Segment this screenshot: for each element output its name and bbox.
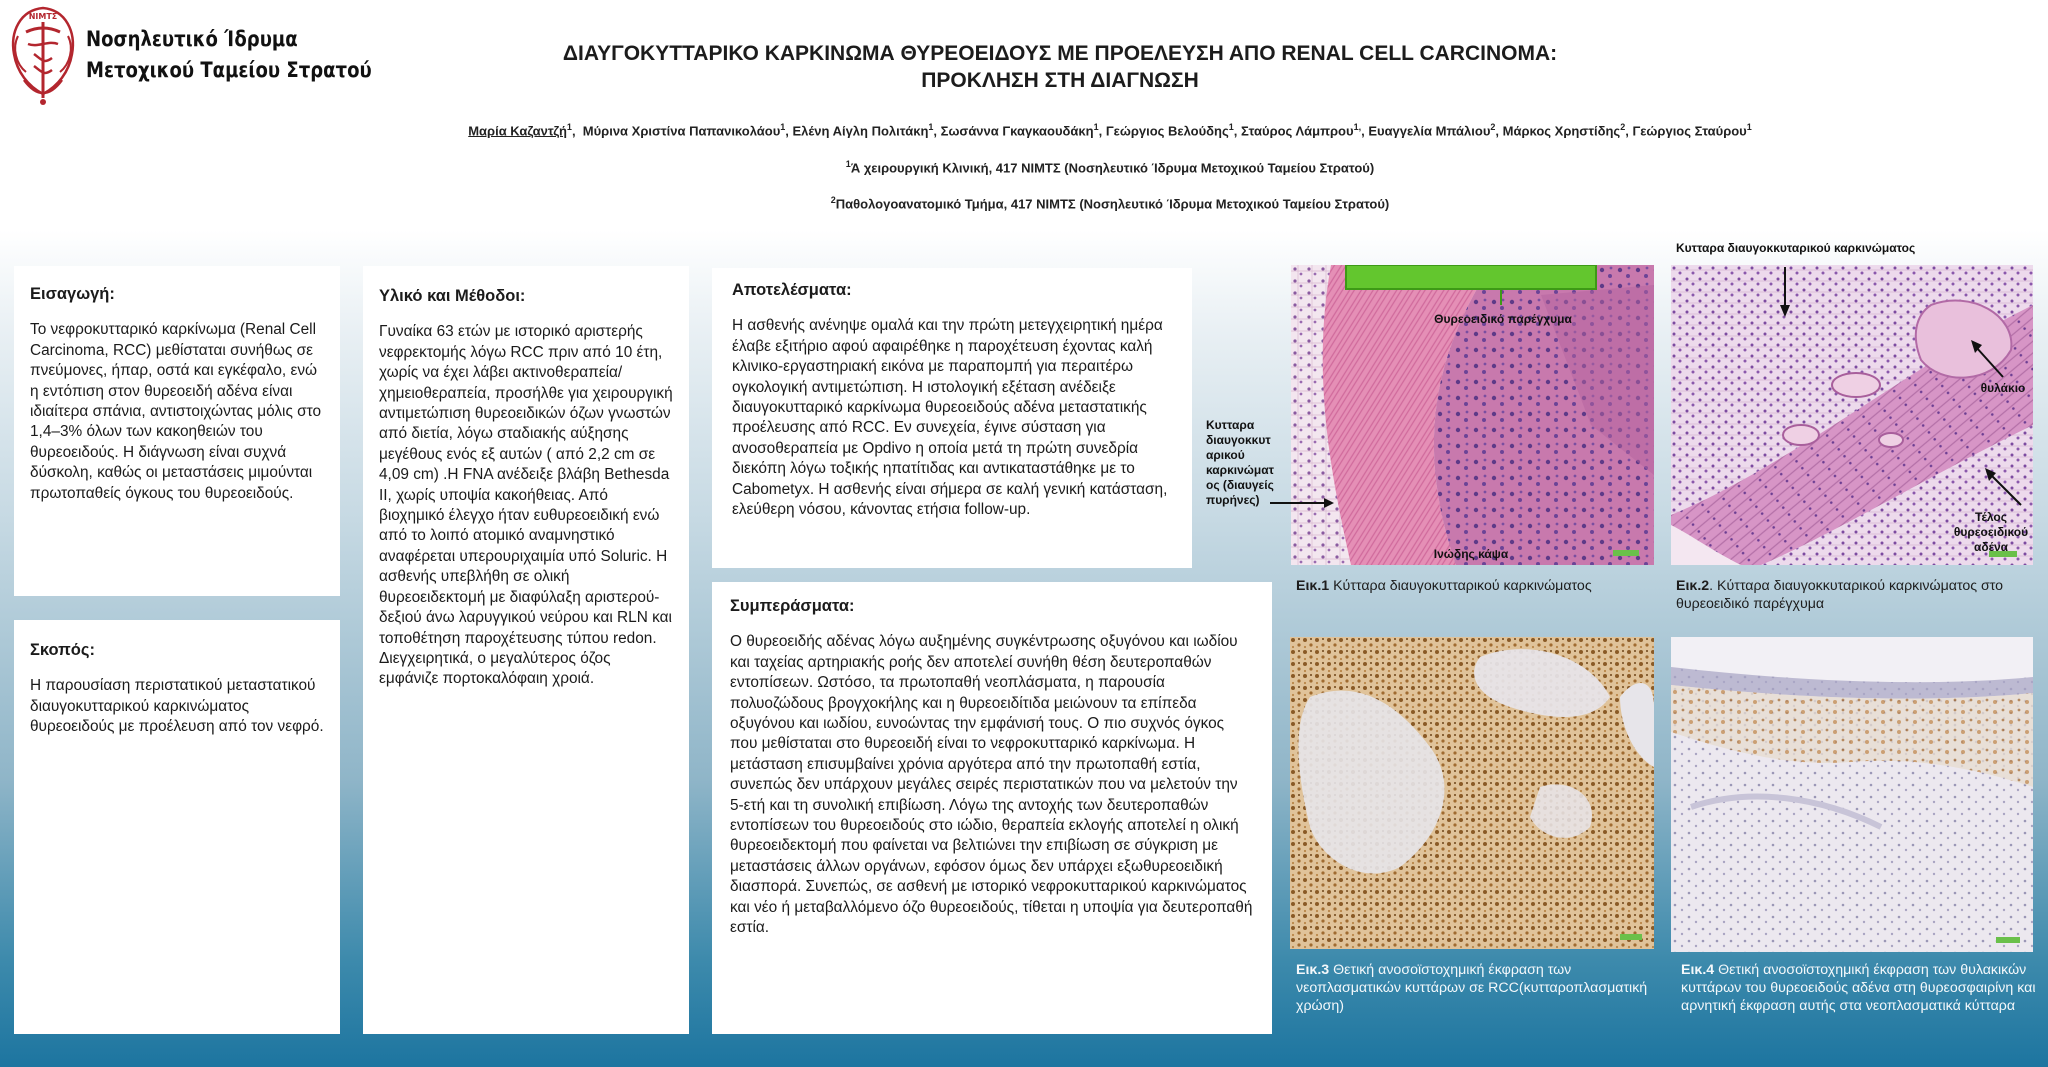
fig2-label-cells: Κυτταρα διαυγοκκυταρικού καρκινώματος [1676, 241, 1916, 255]
author-name: Σταύρος Λάμπρου [1241, 123, 1354, 139]
author-separator: , [571, 123, 583, 139]
intro-section [14, 266, 340, 596]
fig3-label: Εικ.3 [1296, 962, 1330, 978]
methods-heading: Υλικό και Μέθοδοι: [379, 287, 526, 305]
fig1-caption-text: Κύτταρα διαυγοκυτταρικού καρκινώματος [1329, 578, 1592, 594]
fig2-caption-text: . Κύτταρα διαυγοκκυταρικού καρκινώματος στο θυρεοειδικό παρέγχυμα [1676, 578, 2004, 612]
title-line1: ΔΙΑΥΓΟΚΥΤΤΑΡΙΚΟ ΚΑΡΚΙΝΩΜΑ ΘΥΡΕΟΕΙΔΟΥΣ ΜΕ ΠΡΟΕΛΕΥΣΗ ΑΠΟ RENAL CELL CARCINOMA: [562, 42, 1558, 65]
author-separator: , [1098, 123, 1106, 139]
affiliation-2-sup: 2 [830, 195, 836, 205]
title-line2: ΠΡΟΚΛΗΣΗ ΣΤΗ ΔΙΑΓΝΩΣΗ [921, 69, 1199, 92]
caduceus-emblem-icon [4, 2, 82, 110]
results-body: Η ασθενής ανένηψε ομαλά και την πρώτη μετεγχειρητική ημέρα έλαβε εξιτήριο αφού αφαιρέθηκε η παροχέτευση έχοντας καλή κλινικο-εργαστηριακή εικόνα με παραπομπή για περαιτέρω ογκολογική αντιμετώπιση. Η ιστολογική εξέταση ανέδειξε διαυγοκυτταρικό καρκίνωμα θυρεοειδούς αδένα μεταστατικής προέλευσης από RCC. Εν συνεχεία, έγινε σύσταση για ανοσοθεραπεία με Opdivo η οποία μετά τη πρώτη συνεδρία διεκόπη λόγω τοξικής ηπατίτιδας και αντικαταστάθηκε με το Cabometyx. Η ασθενής είναι σήμερα σε καλή γενική κατάσταση, ελεύθερη νόσου, κάνοντας ετήσια follow-up. [732, 317, 1168, 519]
fig2-label: Εικ.2 [1676, 578, 1710, 594]
figure-1-image [1291, 265, 1654, 565]
author-affiliation-sup: 1 [566, 122, 572, 132]
author-name: Σωσάννα Γκαγκαουδάκη [940, 123, 1094, 139]
affiliation-2-text: Παθολογοανατομικό Τμήμα, 417 ΝΙΜΤΣ (Νοσηλευτικό Ίδρυμα Μετοχικού Ταμείου Στρατού) [835, 196, 1390, 212]
author-name: Ελένη Αίγλη Πολιτάκη [792, 123, 929, 139]
affiliation-1 [380, 159, 1840, 175]
methods-body: Γυναίκα 63 ετών με ιστορικό αριστερής νεφρεκτομής λόγω RCC πριν από 10 έτη, χωρίς να έχει λάβει ακτινοθεραπεία/χημειοθεραπεία, προσήλθε για χειρουργική αντιμετώπιση θυρεοειδικών όζων γνωστών από διετία, λόγω σταδιακής αύξησης μεγέθους ενός εξ αυτών ( από 2,2 cm σε 4,09 cm) .Η FNA ανέδειξε βλάβη Bethesda II, χωρίς υποψία κακοήθειας. Από βιοχημικό έλεγχο ήταν ευθυρεοειδική ενώ από το λοιπό ατομικό αναμνηστικό αναφέρεται υπερουριχαιμία υπό Soluric. Η ασθενής υπεβλήθη σε ολική θυρεοειδεκτομή με διαφύλαξη αριστερού-δεξιού άνω λαρυγγικού νεύρου και RLN και τοποθέτηση παροχέτευσης τύπου redon. Διεγχειρητικά, ο μεγαλύτερος όζος εμφάνιζε πορτοκαλόφαιη χροιά. [379, 323, 673, 688]
author-separator: , [785, 123, 793, 139]
figure-4-image [1671, 637, 2033, 952]
author-affiliation-sup: 1 [780, 122, 786, 132]
author-separator: , [1625, 123, 1633, 139]
author-name: Μύρινα Χριστίνα Παπανικολάου [582, 123, 781, 139]
fig1-arrow-icon [1268, 496, 1336, 510]
affiliation-1-sup: 1 [845, 159, 851, 169]
aim-body: Η παρουσίαση περιστατικού μεταστατικού διαυγοκυτταρικού καρκινώματος θυρεοειδούς με προέλευση από τον νεφρό. [30, 677, 324, 736]
fig2-label-follicle: θυλάκιο [1980, 381, 2026, 395]
aim-heading: Σκοπός: [30, 641, 95, 659]
figure-4-caption [1681, 961, 2041, 1015]
author-name: Γεώργιος Σταύρου [1632, 123, 1747, 139]
intro-heading: Εισαγωγή: [30, 285, 115, 303]
author-affiliation-sup: 2 [1620, 122, 1626, 132]
author-separator: , [1495, 123, 1503, 139]
author-list [340, 122, 1880, 138]
author-affiliation-sup: 1 [1093, 122, 1099, 132]
intro-body: Το νεφροκυτταρικό καρκίνωμα (Renal Cell Carcinoma, RCC) μεθίσταται συνήθως σε πνεύμονες, ήπαρ, οστά και εγκέφαλο, ενώ η εντόπιση στον θυρεοειδή αδένα είναι ιδιαίτερα σπάνια, αντιστοιχώντας μόλις στο 1,4–3% όλων των κακοηθειών του θυρεοειδούς. Η διάγνωση είναι συχνά δύσκολη, καθώς οι μεταστάσεις μιμούνται πρωτοπαθείς όγκους του θυρεοειδούς. [30, 321, 322, 502]
figure-3-caption [1296, 961, 1656, 1015]
logo [0, 0, 372, 118]
figure-3-image [1290, 637, 1654, 949]
emblem-text: ΝΙΜΤΣ [28, 12, 58, 21]
author-affiliation-sup: 1 [1746, 122, 1752, 132]
author-separator: , [1233, 123, 1241, 139]
fig3-caption-text: Θετική ανοσοϊστοχημική έκφραση των νεοπλασματικών κυττάρων σε RCC(κυτταροπλασματική χρώση) [1296, 962, 1648, 1014]
author-affiliation-sup: 1 [1228, 122, 1234, 132]
conclusions-section [712, 582, 1272, 1034]
results-heading: Αποτελέσματα: [732, 281, 852, 299]
methods-section [363, 266, 689, 1034]
aim-section [14, 620, 340, 1034]
poster-title [380, 40, 1740, 94]
fig1-label: Εικ.1 [1296, 578, 1330, 594]
logo-line1: Νοσηλευτικό Ίδρυμα [86, 27, 298, 51]
author-separator: , [1361, 123, 1369, 139]
conclusions-heading: Συμπεράσματα: [730, 597, 855, 615]
conclusions-body: Ο θυρεοειδής αδένας λόγω αυξημένης συγκέντρωσης οξυγόνου και ιωδίου και ταχείας αρτηριακής ροής δεν αποτελεί συνήθη θέση δευτεροπαθών εντοπίσεων. Ωστόσο, τα πρωτοπαθή νεοπλάσματα, η παρουσία πολυοζώδους βρογχοκήλης και η θυρεοειδίτιδα μειώνουν τα επίπεδα οξυγόνου και ιωδίου, ευνοώντας την εμφάνισή τους. Ο πιο συχνός όγκος που μεθίσταται στο θυρεοειδή είναι το νεφροκυτταρικό καρκίνωμα. Η μετάσταση επισυμβαίνει χρόνια αργότερα από την πρωτοπαθή εστία, συνεπώς δεν υπάρχουν μεγάλες σειρές περιστατικών που να μελετούν την 5-ετή και τη συνολική επιβίωση. Λόγω της αντοχής των δευτεροπαθών εντοπίσεων του θυρεοειδούς στο ιώδιο, θεραπεία εκλογής αποτελεί η ολική θυρεοειδεκτομή που φαίνεται να βελτιώνει την επιβίωση σε σύγκριση με μεταστάσεις άλλων οργάνων, εφόσον όμως δεν υπάρχει εξωθυρεοειδική διασπορά. Συνεπώς, σε ασθενή με ιστορικό νεφροκυτταρικού καρκινώματος και νέο ή μεταβαλλόμενο όζο θυρεοειδούς, τίθεται η υποψία για δευτεροπαθή εστία. [730, 633, 1253, 937]
author-name: Μάρκος Χρηστίδης [1502, 123, 1621, 139]
author-name: Μαρία Καζαντζή [468, 123, 567, 139]
fig1-label-cells: Κυτταρα διαυγοκκυτ αρικού καρκινώματ ος (διαυγείς πυρήνες) [1206, 418, 1275, 507]
figure-1-caption [1296, 577, 1656, 595]
fig1-label-parenchyma: Θυρεοειδικό παρέγχυμα [1434, 312, 1572, 326]
affiliation-1-text: Ά χειρουργική Κλινική, 417 ΝΙΜΤΣ (Νοσηλευτικό Ίδρυμα Μετοχικού Ταμείου Στρατού) [850, 160, 1375, 176]
fig1-label-capsule: Ινώδης κάψα [1433, 547, 1509, 561]
author-affiliation-sup: 2 [1490, 122, 1496, 132]
author-affiliation-sup: 1, [1353, 122, 1362, 132]
figure-2-caption [1676, 577, 2036, 613]
author-name: Ευαγγελία Μπάλιου [1368, 123, 1491, 139]
fig2-label-end: Τέλος θυρεοειδικού αδένα [1953, 510, 2029, 554]
author-name: Γεώργιος Βελούδης [1105, 123, 1229, 139]
fig4-caption-text: Θετική ανοσοϊστοχημική έκφραση των θυλακικών κυττάρων του θυρεοειδούς αδένα στη θυρεοσφαιρίνη και αρνητική έκφραση αυτής στα νεοπλασματικά κύτταρα [1681, 962, 2036, 1014]
author-separator: , [933, 123, 941, 139]
logo-text [86, 24, 372, 86]
author-affiliation-sup: 1 [928, 122, 934, 132]
affiliation-2 [380, 195, 1840, 211]
fig4-label: Εικ.4 [1681, 962, 1715, 978]
results-section [712, 268, 1192, 568]
logo-line2: Μετοχικού Ταμείου Στρατού [86, 58, 372, 82]
